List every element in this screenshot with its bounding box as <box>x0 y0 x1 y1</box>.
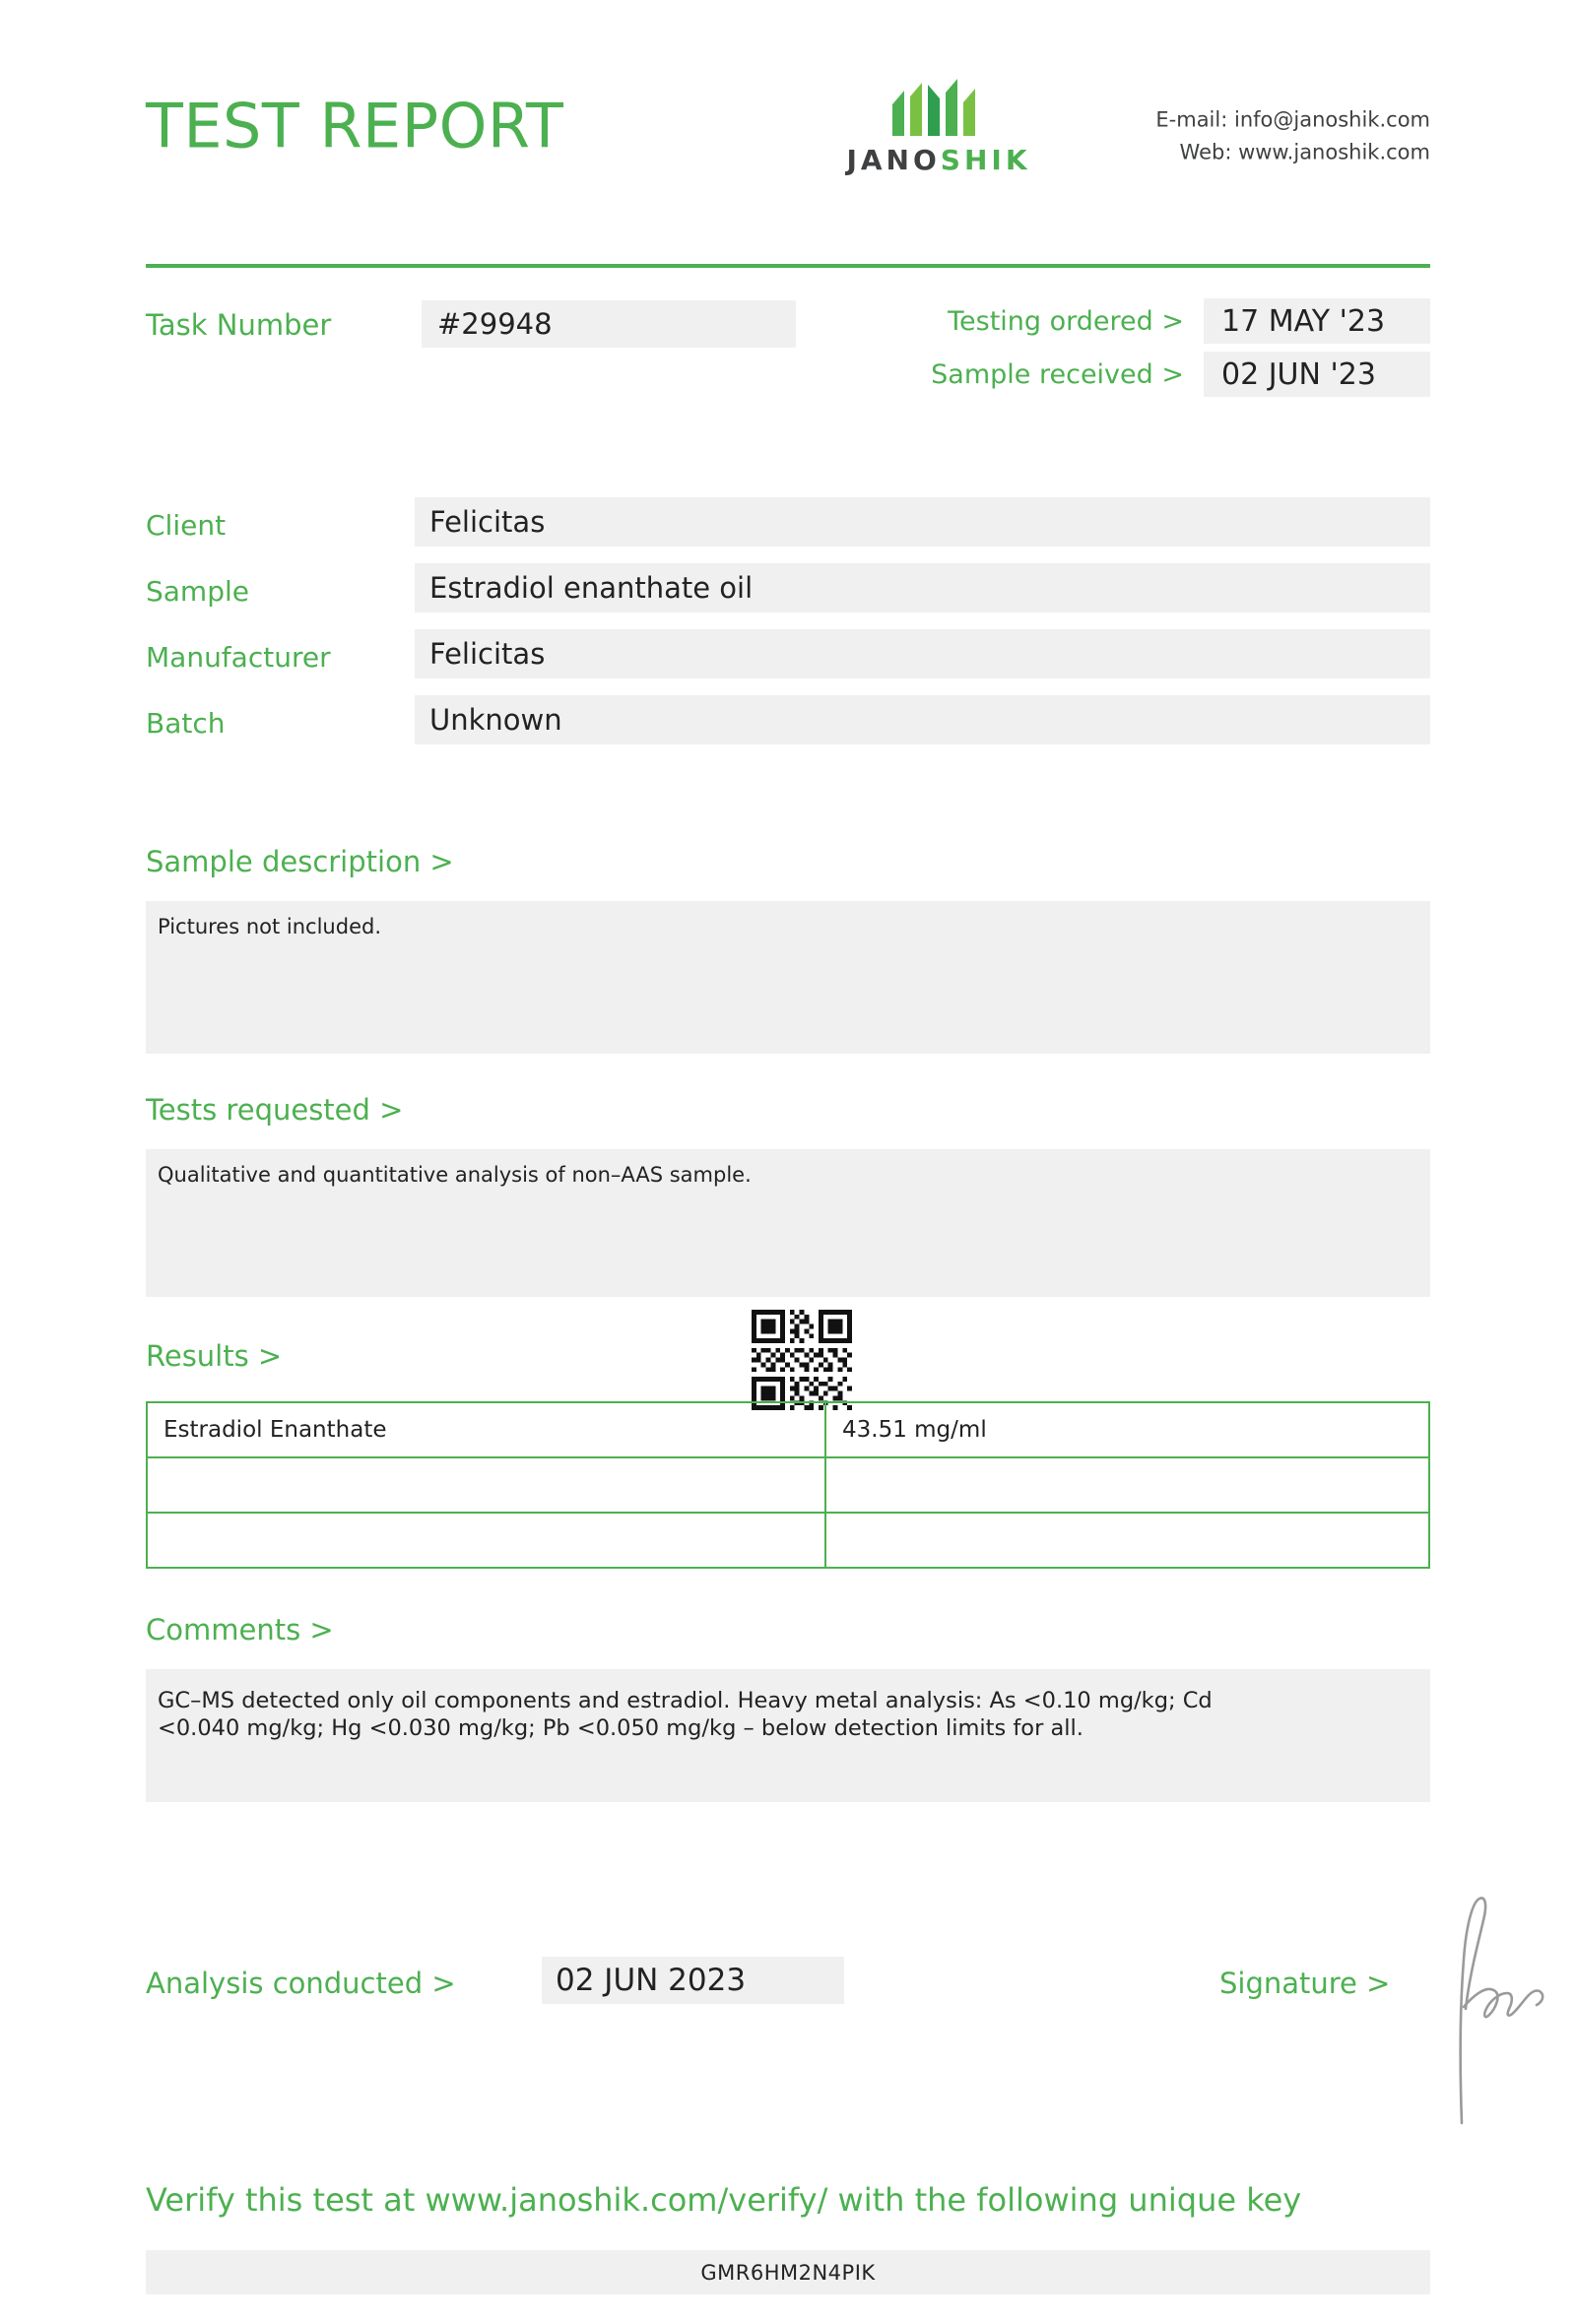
unique-key-value: GMR6HM2N4PIK <box>146 2250 1430 2294</box>
result-amount <box>825 1457 1429 1513</box>
comments-box <box>146 1669 1430 1802</box>
info-row-manufacturer <box>146 629 1430 695</box>
task-and-dates <box>146 300 1430 409</box>
comments-heading: Comments > <box>146 1613 334 1646</box>
header-divider <box>146 264 1430 268</box>
result-substance <box>147 1513 825 1568</box>
report-header <box>146 0 1430 197</box>
tests-requested-text: Qualitative and quantitative analysis of non–AAS sample. <box>158 1163 752 1187</box>
info-label-client: Client <box>146 509 227 542</box>
info-value-batch: Unknown <box>415 695 1430 744</box>
comments-line-1: GC–MS detected only oil components and estradiol. Heavy metal analysis: As <0.10 mg/kg; Cd <box>158 1688 1213 1713</box>
logo-wordmark <box>830 144 1047 176</box>
result-substance: Estradiol Enanthate <box>147 1402 825 1457</box>
result-substance <box>147 1457 825 1513</box>
comments-section <box>146 1613 1430 1802</box>
info-value-manufacturer: Felicitas <box>415 629 1430 678</box>
info-value-client: Felicitas <box>415 497 1430 547</box>
info-row-client <box>146 497 1430 563</box>
task-number-value: #29948 <box>422 300 796 348</box>
results-section <box>146 1339 1430 1569</box>
table-row <box>147 1513 1429 1568</box>
analysis-conducted-label: Analysis conducted > <box>146 1967 456 2000</box>
handwritten-signature-icon <box>1426 1891 1564 2127</box>
sample-description-box <box>146 901 1430 1054</box>
result-amount <box>825 1513 1429 1568</box>
table-row <box>147 1457 1429 1513</box>
info-row-sample <box>146 563 1430 629</box>
testing-ordered-value: 17 MAY '23 <box>1204 298 1430 344</box>
sample-description-text: Pictures not included. <box>158 915 381 938</box>
analysis-conducted-value: 02 JUN 2023 <box>542 1957 844 2004</box>
sample-received-label: Sample received > <box>931 359 1184 390</box>
results-table <box>146 1401 1430 1569</box>
table-row <box>147 1402 1429 1457</box>
mountains-icon <box>830 77 1047 138</box>
logo-word-dark: JANO <box>846 144 941 176</box>
janoshik-logo <box>830 77 1047 176</box>
result-amount: 43.51 mg/ml <box>825 1402 1429 1457</box>
logo-word-green: SHIK <box>940 144 1031 176</box>
task-number-label: Task Number <box>146 308 332 342</box>
comments-line-2: <0.040 mg/kg; Hg <0.030 mg/kg; Pb <0.050 mg/kg – below detection limits for all. <box>158 1715 1084 1742</box>
info-label-batch: Batch <box>146 707 226 740</box>
contact-info <box>1155 103 1430 167</box>
signature-label: Signature > <box>1219 1967 1391 2000</box>
tests-requested-section <box>146 1093 1430 1297</box>
sample-received-value: 02 JUN '23 <box>1204 352 1430 397</box>
results-heading: Results > <box>146 1339 283 1373</box>
sample-info-table <box>146 497 1430 761</box>
verify-text: Verify this test at www.janoshik.com/verify/ with the following unique key <box>146 2181 1302 2219</box>
info-value-sample: Estradiol enanthate oil <box>415 563 1430 613</box>
page-content <box>146 0 1430 2285</box>
info-row-batch <box>146 695 1430 761</box>
testing-ordered-label: Testing ordered > <box>948 306 1184 337</box>
info-label-sample: Sample <box>146 575 249 608</box>
contact-email: E-mail: info@janoshik.com <box>1155 107 1430 132</box>
page-title: TEST REPORT <box>146 90 564 162</box>
tests-requested-box <box>146 1149 1430 1297</box>
info-label-manufacturer: Manufacturer <box>146 641 331 674</box>
testing-ordered-row <box>800 298 1430 352</box>
analysis-signature-section <box>146 1945 1430 2162</box>
contact-web: Web: www.janoshik.com <box>1179 140 1430 163</box>
tests-requested-heading: Tests requested > <box>146 1093 404 1127</box>
sample-received-row <box>800 352 1430 405</box>
dates-block <box>800 298 1430 405</box>
sample-description-heading: Sample description > <box>146 845 454 878</box>
sample-description-section <box>146 845 1430 1054</box>
